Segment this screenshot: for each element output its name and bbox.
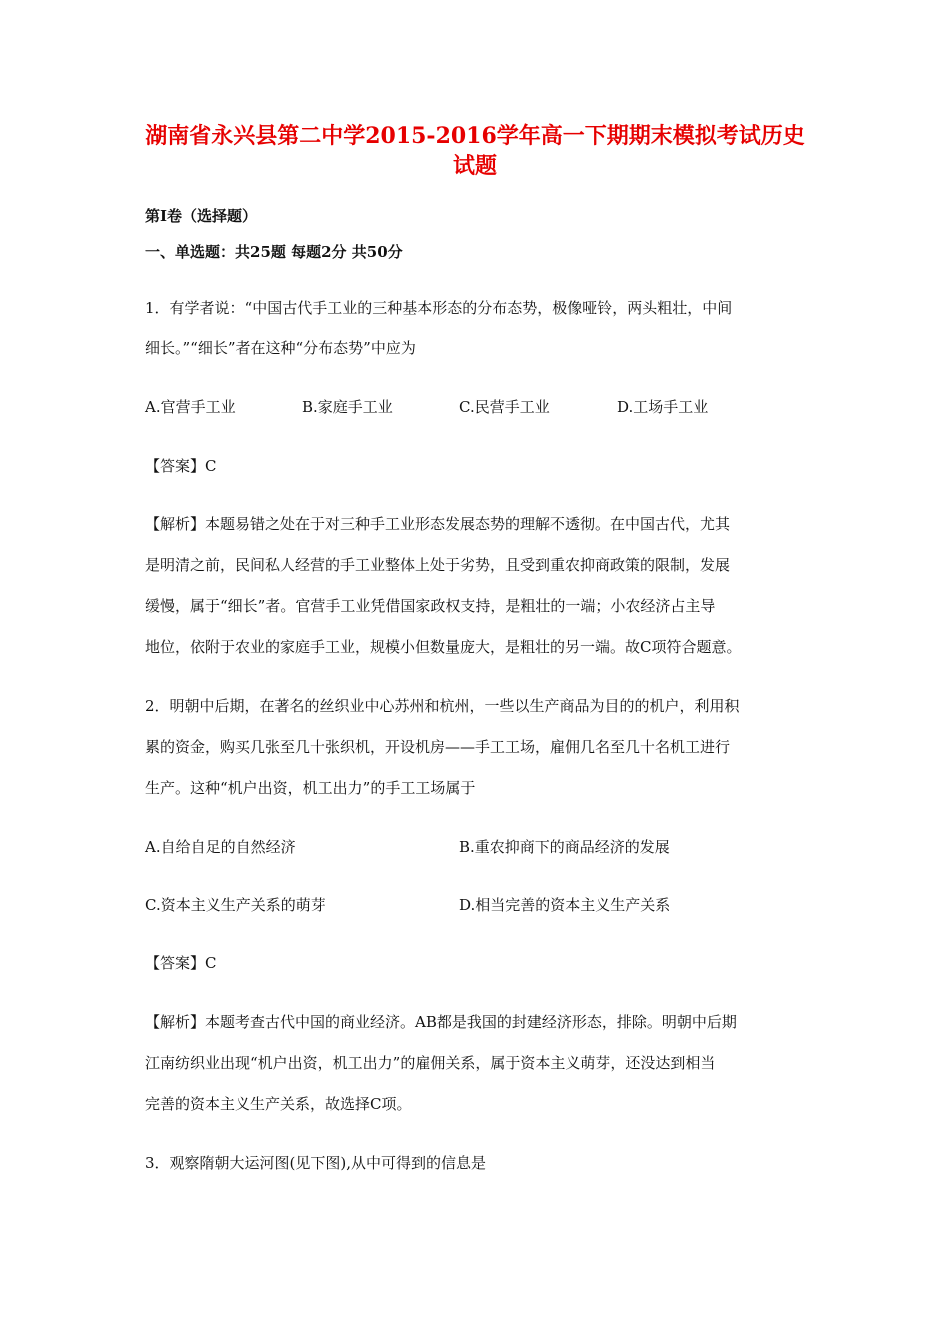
q1-analysis-line1: 【解析】本题易错之处在于对三种手工业形态发展态势的理解不透彻。在中国古代，尤其 [145,515,731,533]
volume-heading: 第Ⅰ卷（选择题） [145,207,258,225]
q2-stem-line1: 2．明朝中后期，在著名的丝织业中心苏州和杭州，一些以生产商品为目的的机户，利用积 [145,697,740,715]
q1-analysis-line4: 地位，依附于农业的家庭手工业，规模小但数量庞大，是粗壮的另一端。故C项符合题意。 [145,638,742,656]
q1-answer: 【答案】C [145,457,217,475]
document-title-line1: 湖南省永兴县第二中学2015-2016学年高一下期期末模拟考试历史 [145,123,805,149]
q1-analysis-line2: 是明清之前，民间私人经营的手工业整体上处于劣势，且受到重农抑商政策的限制，发展 [145,556,731,574]
q1-stem-line2: 细长。”“细长”者在这种“分布态势”中应为 [145,339,416,357]
q1-stem-line1: 1．有学者说：“中国古代手工业的三种基本形态的分布态势，极像哑铃，两头粗壮，中间 [145,299,733,317]
q2-option-a: A.自给自足的自然经济 [145,838,296,856]
q2-stem-line2: 累的资金，购买几张至几十张织机，开设机房——手工工场，雇佣几名至几十名机工进行 [145,738,731,756]
q1-option-c: C.民营手工业 [459,398,550,416]
q1-option-d: D.工场手工业 [617,398,709,416]
q2-option-b: B.重农抑商下的商品经济的发展 [459,838,670,856]
q2-option-d: D.相当完善的资本主义生产关系 [459,896,671,914]
q1-option-b: B.家庭手工业 [302,398,393,416]
document-title-line2: 试题 [452,153,497,179]
q2-stem-line3: 生产。这种“机户出资，机工出力”的手工工场属于 [145,779,476,797]
q2-analysis-line1: 【解析】本题考查古代中国的商业经济。AB都是我国的封建经济形态，排除。明朝中后期 [145,1013,737,1031]
q2-option-c: C.资本主义生产关系的萌芽 [145,896,326,914]
q2-analysis-line3: 完善的资本主义生产关系，故选择C项。 [145,1095,412,1113]
q2-answer: 【答案】C [145,954,217,972]
q1-analysis-line3: 缓慢，属于“细长”者。官营手工业凭借国家政权支持，是粗壮的一端；小农经济占主导 [145,597,716,615]
q2-analysis-line2: 江南纺织业出现“机户出资，机工出力”的雇佣关系，属于资本主义萌芽，还没达到相当 [145,1054,716,1072]
q3-stem: 3．观察隋朝大运河图(见下图),从中可得到的信息是 [145,1154,487,1172]
q1-option-a: A.官营手工业 [145,398,236,416]
part-heading: 一、单选题：共25题 每题2分 共50分 [145,243,403,261]
